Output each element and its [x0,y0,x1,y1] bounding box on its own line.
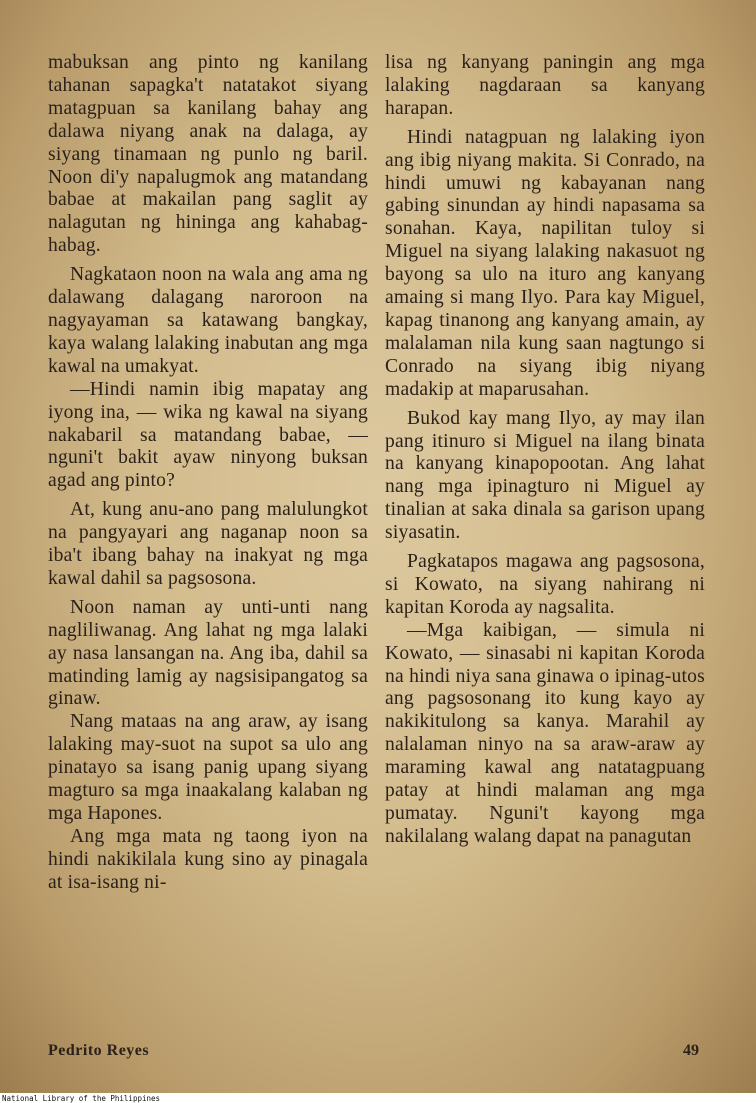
page-number: 49 [683,1042,699,1059]
footer-author: Pedrito Reyes [48,1042,150,1059]
left-column [48,52,368,895]
paragraph: —Hindi namin ibig mapatay ang iyong ina, — wika ng kawal na siyang nakabaril sa matandang babae, — nguni't bakit ayaw ninyong buksan agad ang pinto? [48,378,368,492]
library-credit: National Library of the Philippines [2,1094,161,1103]
paragraph: Bukod kay mang Ilyo, ay may ilan pang itinuro si Miguel na ilang binata na kanyang kinapopootan. Ang lahat nang mga ipinagturo ni Miguel ay tinalian at saka dinala sa garison upang siyasatin. [385,407,705,544]
paragraph: Nagkataon noon na wala ang ama ng dalawang dalagang naroroon na nagyayaman sa katawang bangkay, kaya walang lalaking inabutan ang mga kawal na umakyat. [48,264,368,377]
right-column [385,52,705,849]
paragraph: At, kung anu-ano pang malulungkot na pangyayari ang naganap noon sa iba't ibang bahay na inakyat ng mga kawal dahil sa pagsosona. [48,499,368,589]
paragraph: Hindi natagpuan ng lalaking iyon ang ibig niyang makita. Si Conrado, na hindi umuwi ng kabayanan nang gabing sinundan ay hindi napasama sa sonahan. Kaya, napilitan tuloy si Miguel na siyang lalaking nakasuot ng bayong sa ulo na ituro ang kanyang amaing si mang Ilyo. Para kay Miguel, kapag tinanong ang kanyang amain, ay malalaman nila kung saan nagtungo si Conrado na siyang ibig niyang madakip at maparusahan. [385,126,705,400]
paragraph: Noon naman ay unti-unti nang nagliliwanag. Ang lahat ng mga lalaki ay nasa lansangan na. Ang iba, dahil sa matinding lamig ay nagsisipangatog sa ginaw. [48,596,368,710]
paragraph: Pagkatapos magawa ang pagsosona, si Kowato, na siyang nahirang ni kapitan Koroda ay nagsalita. [385,551,705,618]
paragraph: mabuksan ang pinto ng kanilang tahanan sapagka't natatakot siyang matagpuan sa kanilang bahay ang dalawa niyang anak na dalaga, ay siyang tinamaan ng punlo ng baril. Noon di'y napalugmok ang matandang babae at makailan pang saglit ay nalagutan ng hininga ang kahabag-habag. [48,52,368,257]
paragraph: Nang mataas na ang araw, ay isang lalaking may-suot na supot sa ulo ang pinatayo sa isang panig upang siyang magturo sa mga inaakalang kalaban ng mga Hapones. [48,711,368,824]
paragraph: lisa ng kanyang paningin ang mga lalaking nagdaraan sa kanyang harapan. [385,52,705,119]
paragraph: —Mga kaibigan, — simula ni Kowato, — sinasabi ni kapitan Koroda na hindi niya sana ginawa o ipinag-utos ang pagsosonang ito kung kayo ay nakikitulong sa kanya. Marahil ay nalalaman ninyo na sa araw-araw ay maraming kawal ang natatagpuang patay at hindi malaman ang mga pumatay. Nguni't kayong mga nakilalang walang dapat na panagutan [385,619,705,847]
paragraph: Ang mga mata ng taong iyon na hindi nakikilala kung sino ay pinagala at isa-isang ni- [48,825,368,893]
